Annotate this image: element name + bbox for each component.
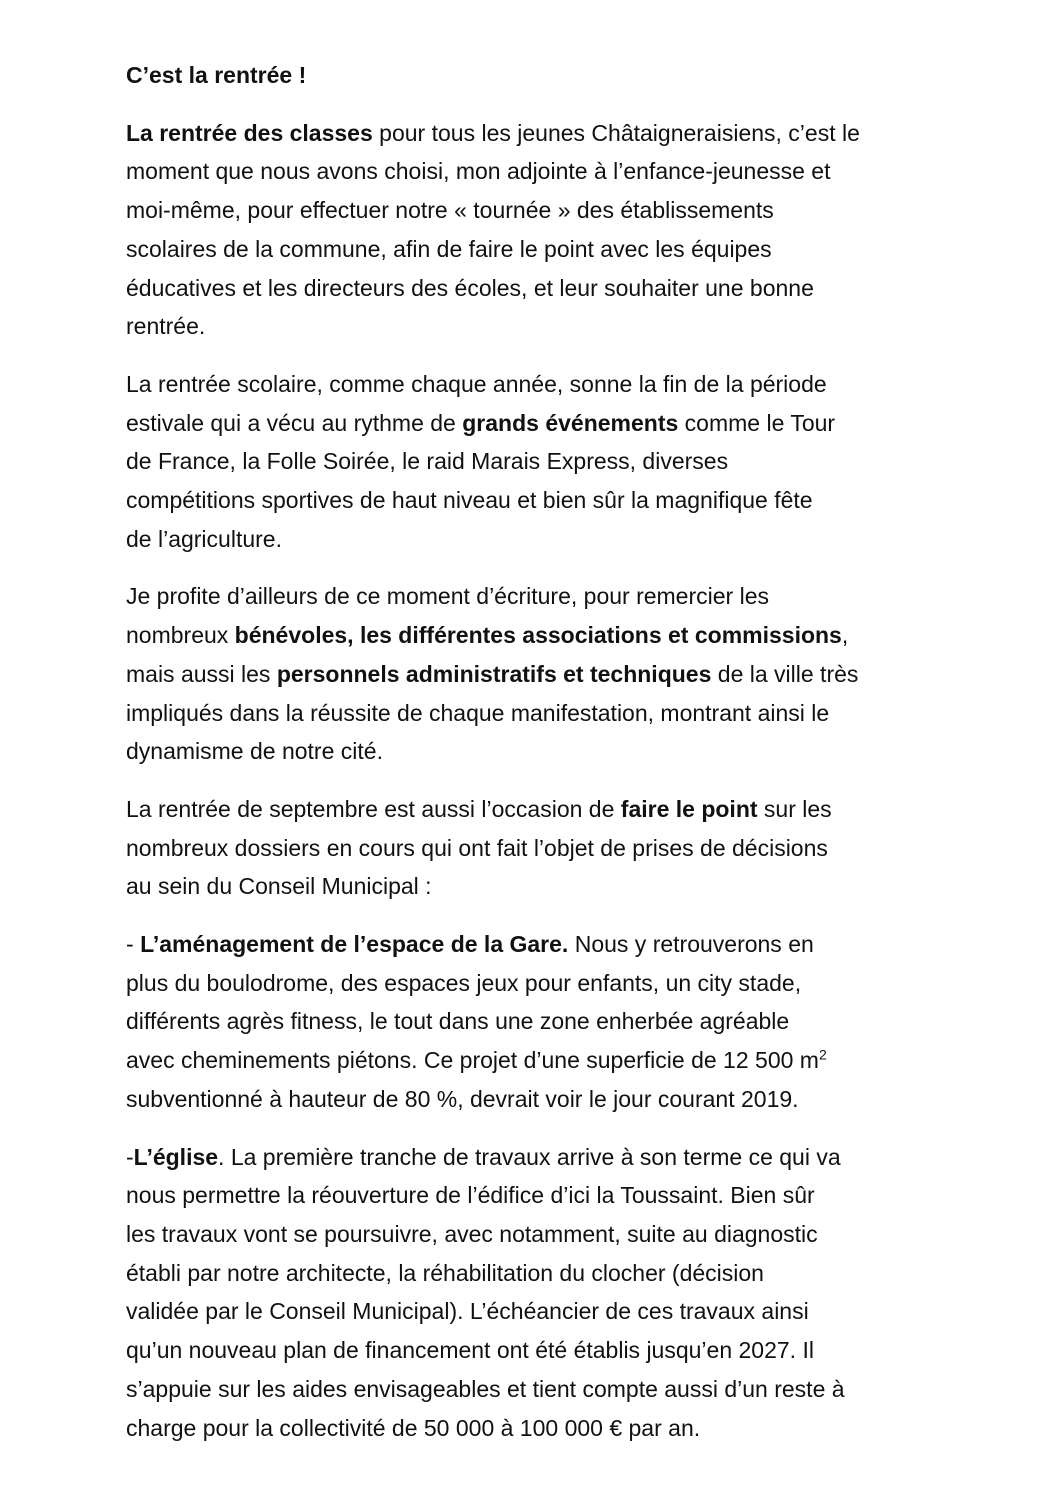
text-span: La rentrée de septembre est aussi l’occasion de [126,795,621,822]
text-line: établi par notre architecte, la réhabilitation du clocher (décision [126,1259,764,1286]
paragraph-espace-gare [126,925,946,1119]
paragraph-remerciements [126,577,946,771]
document-page [126,56,946,1466]
text-line [126,616,946,655]
text-span: avec cheminements piétons. Ce projet d’une superficie de 12 500 m [126,1047,819,1074]
paragraph-faire-le-point [126,790,946,906]
bold-phrase: La rentrée des classes [126,119,373,146]
text-line [126,790,946,829]
text-line: au sein du Conseil Municipal : [126,873,432,900]
text-line: La rentrée scolaire, comme chaque année, sonne la fin de la période [126,370,827,397]
text-line [126,1138,946,1177]
text-span: de la ville très [711,660,859,687]
page-title: C’est la rentrée ! [126,62,307,88]
text-span: . La première tranche de travaux arrive à son terme ce qui va [218,1143,841,1170]
text-span: , [841,622,849,649]
bold-phrase: L’église [133,1143,219,1170]
text-line [126,925,946,964]
text-line: subventionné à hauteur de 80 %, devrait voir le jour courant 2019. [126,1085,799,1112]
text-line: validée par le Conseil Municipal). L’échéancier de ces travaux ainsi [126,1298,809,1325]
text-span: estivale qui a vécu au rythme de [126,409,463,436]
text-line: charge pour la collectivité de 50 000 à 100 000 € par an. [126,1414,701,1441]
text-line [126,404,946,443]
text-span: sur les [757,795,832,822]
paragraph-eglise [126,1138,946,1448]
text-line: impliqués dans la réussite de chaque manifestation, montrant ainsi le [126,699,830,726]
text-line: les travaux vont se poursuivre, avec notamment, suite au diagnostic [126,1220,818,1247]
text-span: - [126,1143,134,1170]
text-line: différents agrès fitness, le tout dans une zone enherbée agréable [126,1008,790,1035]
text-line: compétitions sportives de haut niveau et bien sûr la magnifique fête [126,487,813,514]
text-line: s’appuie sur les aides envisageables et tient compte aussi d’un reste à [126,1375,845,1402]
bold-phrase: grands événements [462,409,679,436]
text-line: qu’un nouveau plan de financement ont été établis jusqu’en 2027. Il [126,1337,814,1364]
text-line: rentrée. [126,313,206,340]
text-line: nous permettre la réouverture de l’édifice d’ici la Toussaint. Bien sûr [126,1182,815,1209]
text-span: comme le Tour [678,409,836,436]
text-line [126,114,946,153]
text-span: pour tous les jeunes Châtaigneraisiens, c’est le [372,119,860,146]
text-line: Je profite d’ailleurs de ce moment d’écriture, pour remercier les [126,583,769,610]
text-line [126,655,946,694]
bold-phrase: personnels administratifs et techniques [276,660,712,687]
bold-phrase: L’aménagement de l’espace de la Gare. [140,931,569,958]
superscript: 2 [818,1046,827,1063]
text-line: moment que nous avons choisi, mon adjointe à l’enfance-jeunesse et [126,158,831,185]
text-line: de l’agriculture. [126,525,282,552]
text-line: éducatives et les directeurs des écoles, et leur souhaiter une bonne [126,274,814,301]
paragraph-periode-estivale [126,365,946,559]
text-span: - [126,931,141,958]
text-line: nombreux dossiers en cours qui ont fait l’objet de prises de décisions [126,834,828,861]
text-line: scolaires de la commune, afin de faire le point avec les équipes [126,235,772,262]
paragraph-rentree-classes [126,114,946,346]
text-line: de France, la Folle Soirée, le raid Marais Express, diverses [126,448,729,475]
text-span: mais aussi les [126,660,277,687]
text-line [126,1041,946,1080]
text-span: Nous y retrouverons en [568,931,814,958]
text-span: nombreux [126,622,235,649]
text-line: dynamisme de notre cité. [126,738,383,765]
text-line: moi-même, pour effectuer notre « tournée » des établissements [126,197,774,224]
text-line: plus du boulodrome, des espaces jeux pour enfants, un city stade, [126,969,802,996]
bold-phrase: faire le point [620,795,758,822]
bold-phrase: bénévoles, les différentes associations et commissions [234,622,842,649]
